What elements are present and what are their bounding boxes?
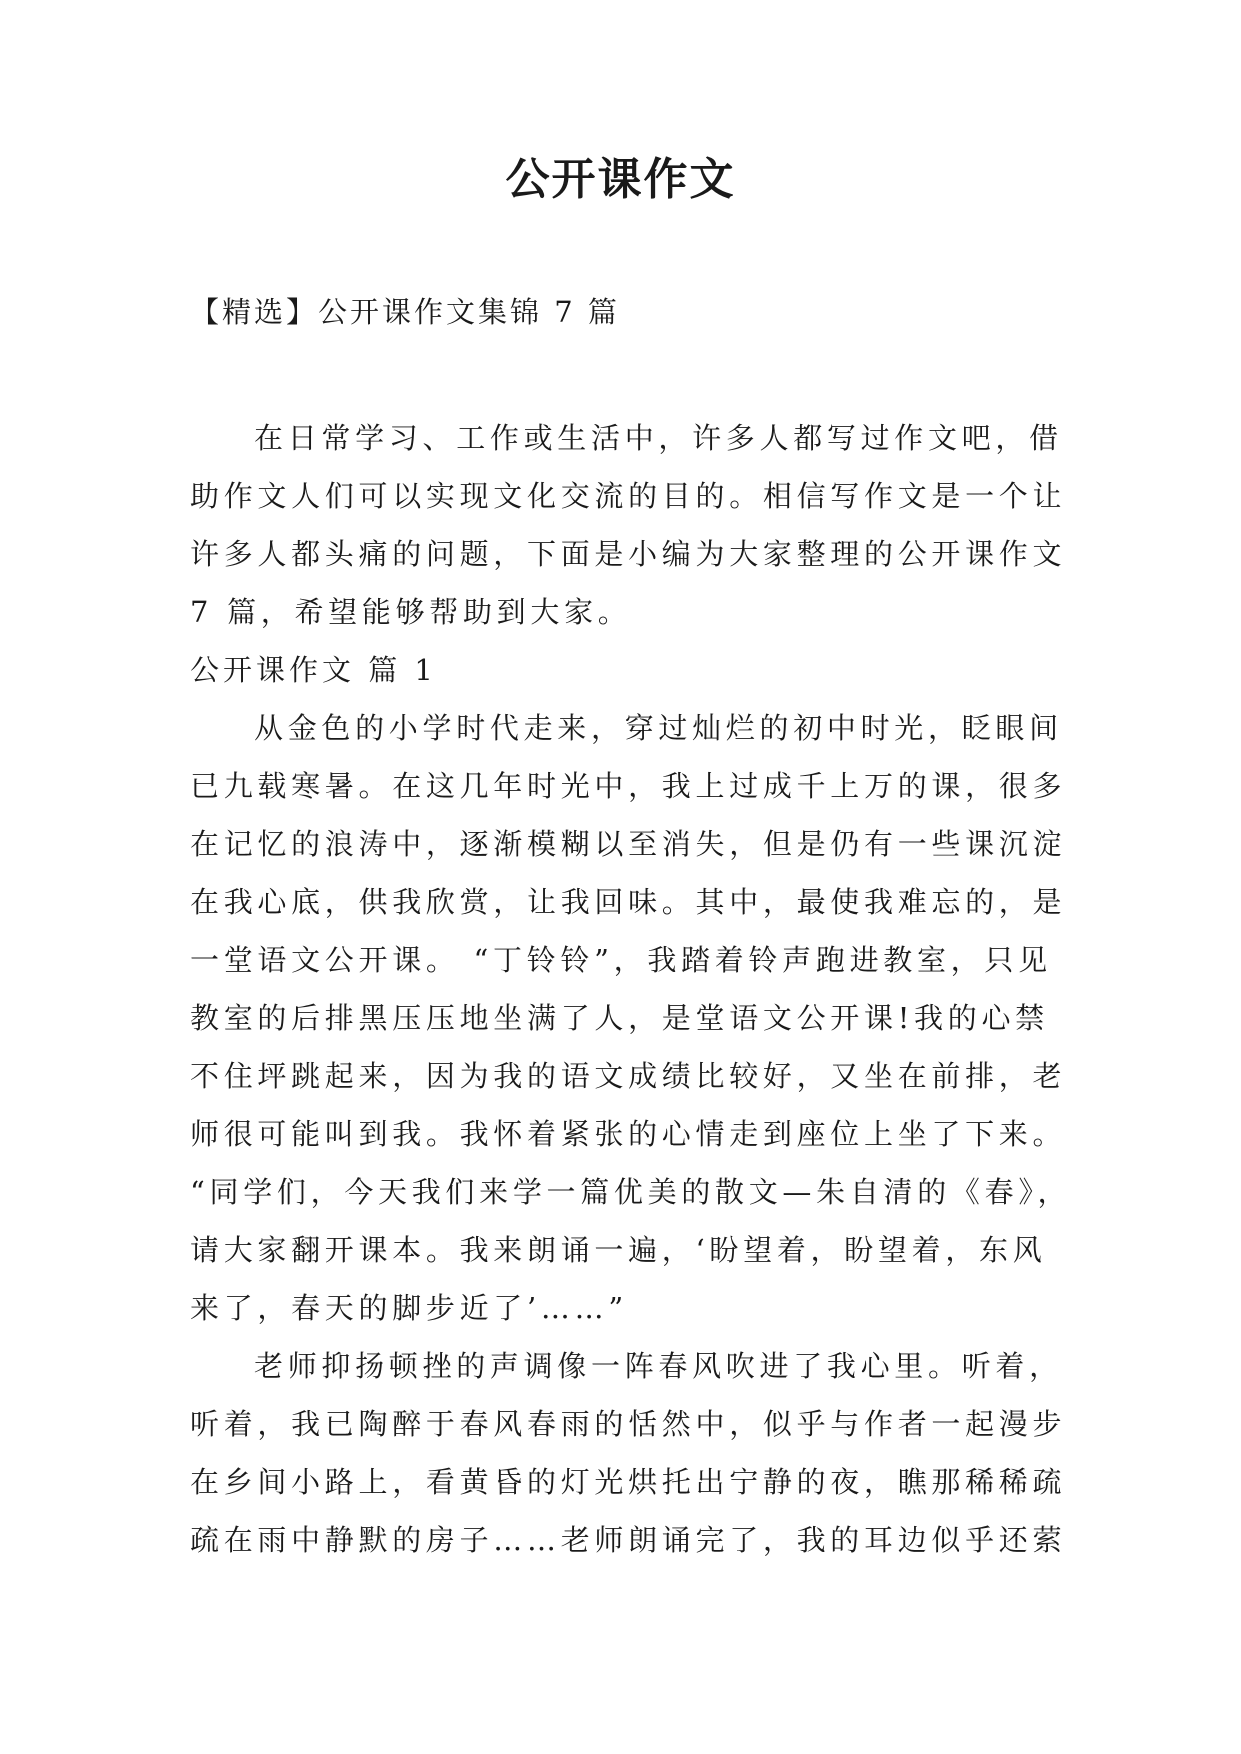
body-line: 许多人都头痛的问题，下面是小编为大家整理的公开课作文 bbox=[190, 537, 1067, 571]
body-line: 教室的后排黑压压地坐满了人，是堂语文公开课!我的心禁 bbox=[190, 1001, 1049, 1035]
body-line: 在记忆的浪涛中，逐渐模糊以至消失，但是仍有一些课沉淀 bbox=[190, 827, 1067, 861]
body-line: 听着，我已陶醉于春风春雨的恬然中，似乎与作者一起漫步 bbox=[190, 1407, 1067, 1441]
body-line: 在乡间小路上，看黄昏的灯光烘托出宁静的夜，瞧那稀稀疏 bbox=[190, 1465, 1067, 1499]
body-line: 师很可能叫到我。我怀着紧张的心情走到座位上坐了下来。 bbox=[190, 1117, 1067, 1151]
document-subtitle: 【精选】公开课作文集锦 7 篇 bbox=[190, 295, 620, 329]
body-line: 在我心底，供我欣赏，让我回味。其中，最使我难忘的，是 bbox=[190, 885, 1067, 919]
body-line: 不住坪跳起来，因为我的语文成绩比较好，又坐在前排，老 bbox=[190, 1059, 1067, 1093]
body-line: 疏在雨中静默的房子……老师朗诵完了，我的耳边似乎还萦 bbox=[190, 1523, 1067, 1557]
body-line: 在日常学习、工作或生活中，许多人都写过作文吧，借 bbox=[254, 421, 1063, 455]
section-heading: 公开课作文 篇 1 bbox=[190, 653, 437, 687]
document-body bbox=[190, 409, 1072, 1569]
body-line: 老师抑扬顿挫的声调像一阵春风吹进了我心里。听着， bbox=[254, 1349, 1063, 1383]
body-line: 一堂语文公开课。 “丁铃铃”，我踏着铃声跑进教室，只见 bbox=[190, 943, 1052, 977]
body-line: 来了，春天的脚步近了’……” bbox=[190, 1291, 628, 1325]
body-line: “同学们，今天我们来学一篇优美的散文—朱自清的《春》， bbox=[190, 1175, 1072, 1209]
document-title: 公开课作文 bbox=[505, 154, 736, 205]
body-line: 已九载寒暑。在这几年时光中，我上过成千上万的课，很多 bbox=[190, 769, 1067, 803]
body-line: 从金色的小学时代走来，穿过灿烂的初中时光，眨眼间 bbox=[254, 711, 1063, 745]
body-line: 请大家翻开课本。我来朗诵一遍，‘盼望着，盼望着，东风 bbox=[190, 1233, 1047, 1267]
body-line: 7 篇，希望能够帮助到大家。 bbox=[190, 595, 632, 629]
body-line: 助作文人们可以实现文化交流的目的。相信写作文是一个让 bbox=[190, 479, 1067, 513]
